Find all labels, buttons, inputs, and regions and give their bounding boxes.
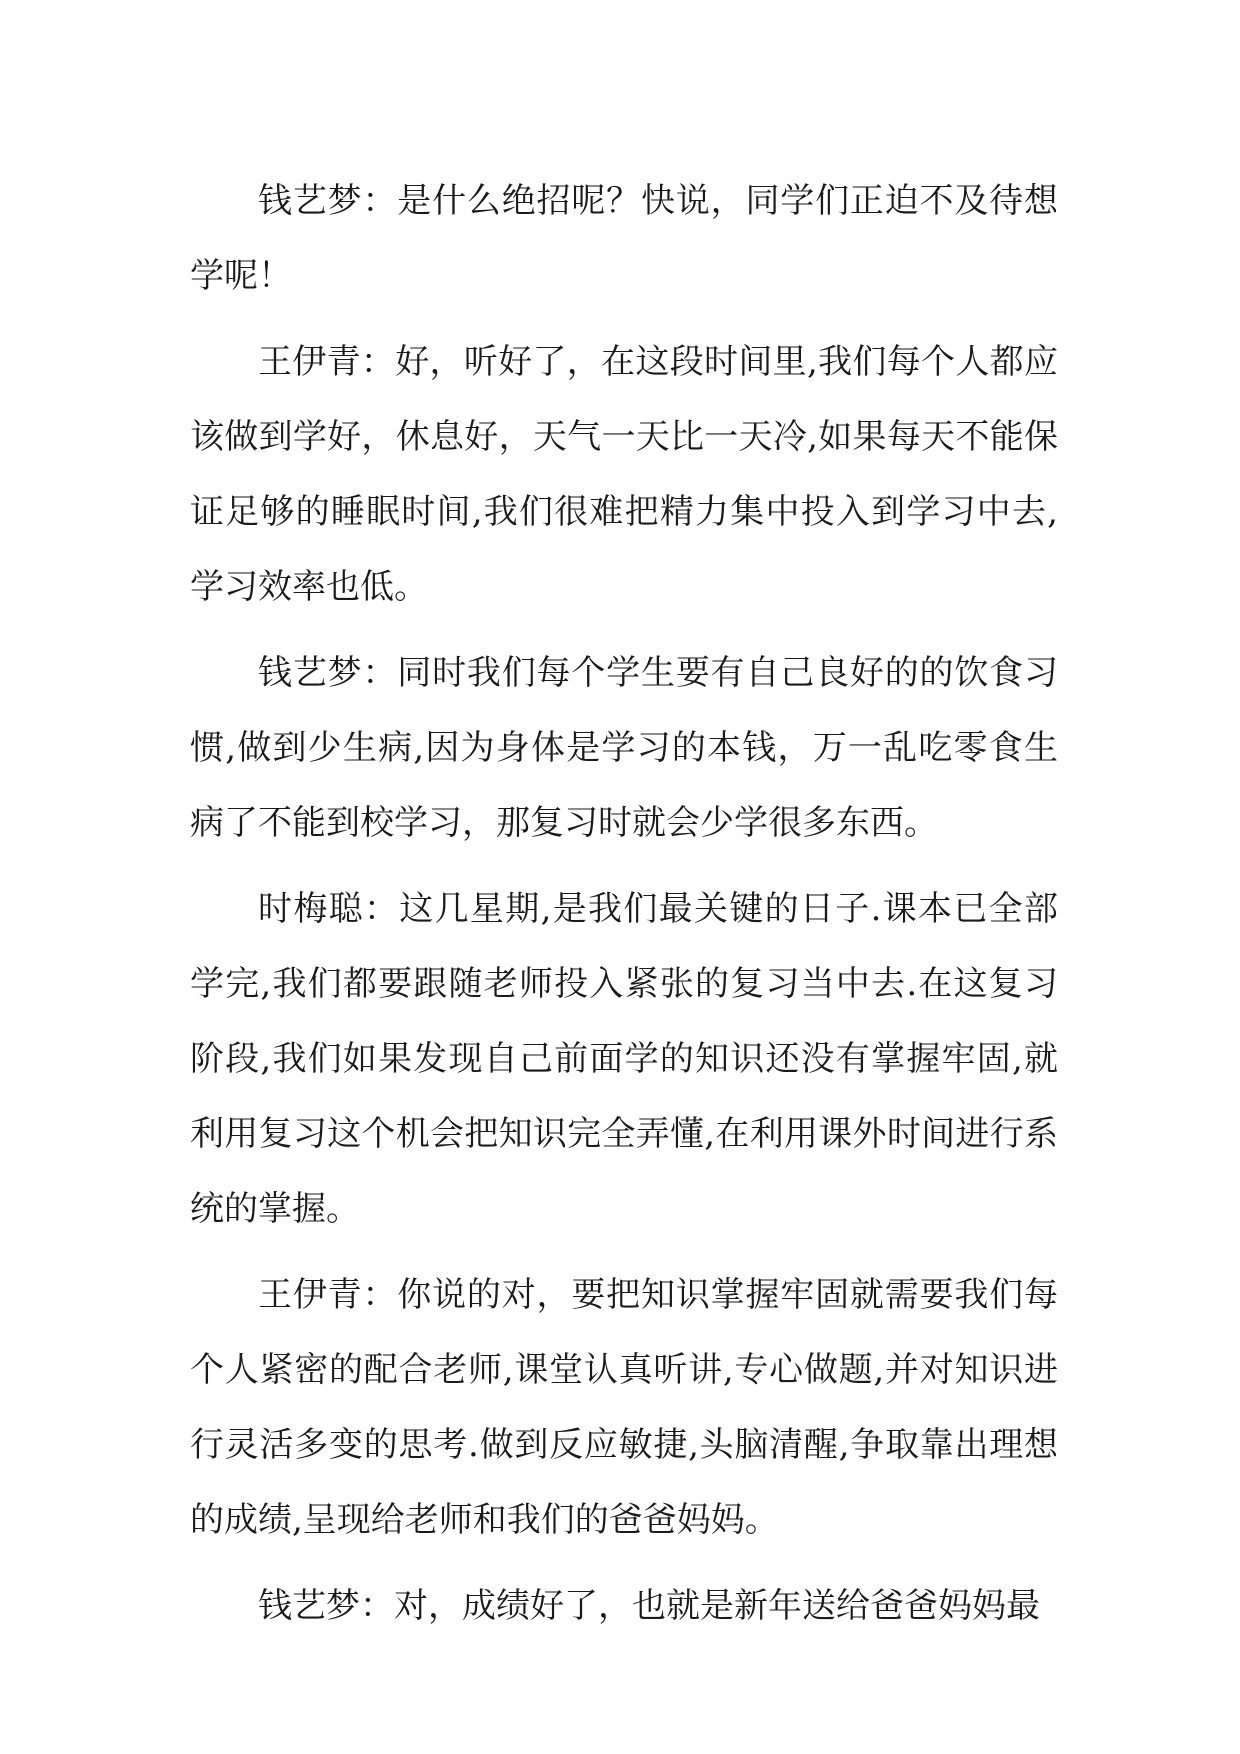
paragraph-qian-3: 钱艺梦：对，成绩好了，也就是新年送给爸爸妈妈最 xyxy=(258,1586,1040,1626)
document-body xyxy=(190,164,1058,1655)
paragraph-qian-1: 钱艺梦：是什么绝招呢？快说，同学们正迫不及待想学呢！ xyxy=(190,181,1058,296)
paragraph-qian-2: 钱艺梦：同时我们每个学生要有自己良好的的饮食习惯,做到少生病,因为身体是学习的本钱，万一乱吃零食生病了不能到校学习，那复习时就会少学很多东西。 xyxy=(190,653,1058,843)
paragraph-wang-2: 王伊青：你说的对，要把知识掌握牢固就需要我们每个人紧密的配合老师,课堂认真听讲,专心做题,并对知识进行灵活多变的思考.做到反应敏捷,头脑清醒,争取靠出理想的成绩,呈现给老师和我们的爸爸妈妈。 xyxy=(190,1275,1058,1540)
paragraph-shi-1: 时梅聪：这几星期,是我们最关键的日子.课本已全部学完,我们都要跟随老师投入紧张的复习当中去.在这复习阶段,我们如果发现自己前面学的知识还没有掌握牢固,就利用复习这个机会把知识完全弄懂,在利用课外时间进行系统的掌握。 xyxy=(190,889,1058,1229)
paragraph-wang-1: 王伊青：好，听好了，在这段时间里,我们每个人都应该做到学好，休息好，天气一天比一天冷,如果每天不能保证足够的睡眠时间,我们很难把精力集中投入到学习中去,学习效率也低。 xyxy=(190,342,1058,607)
